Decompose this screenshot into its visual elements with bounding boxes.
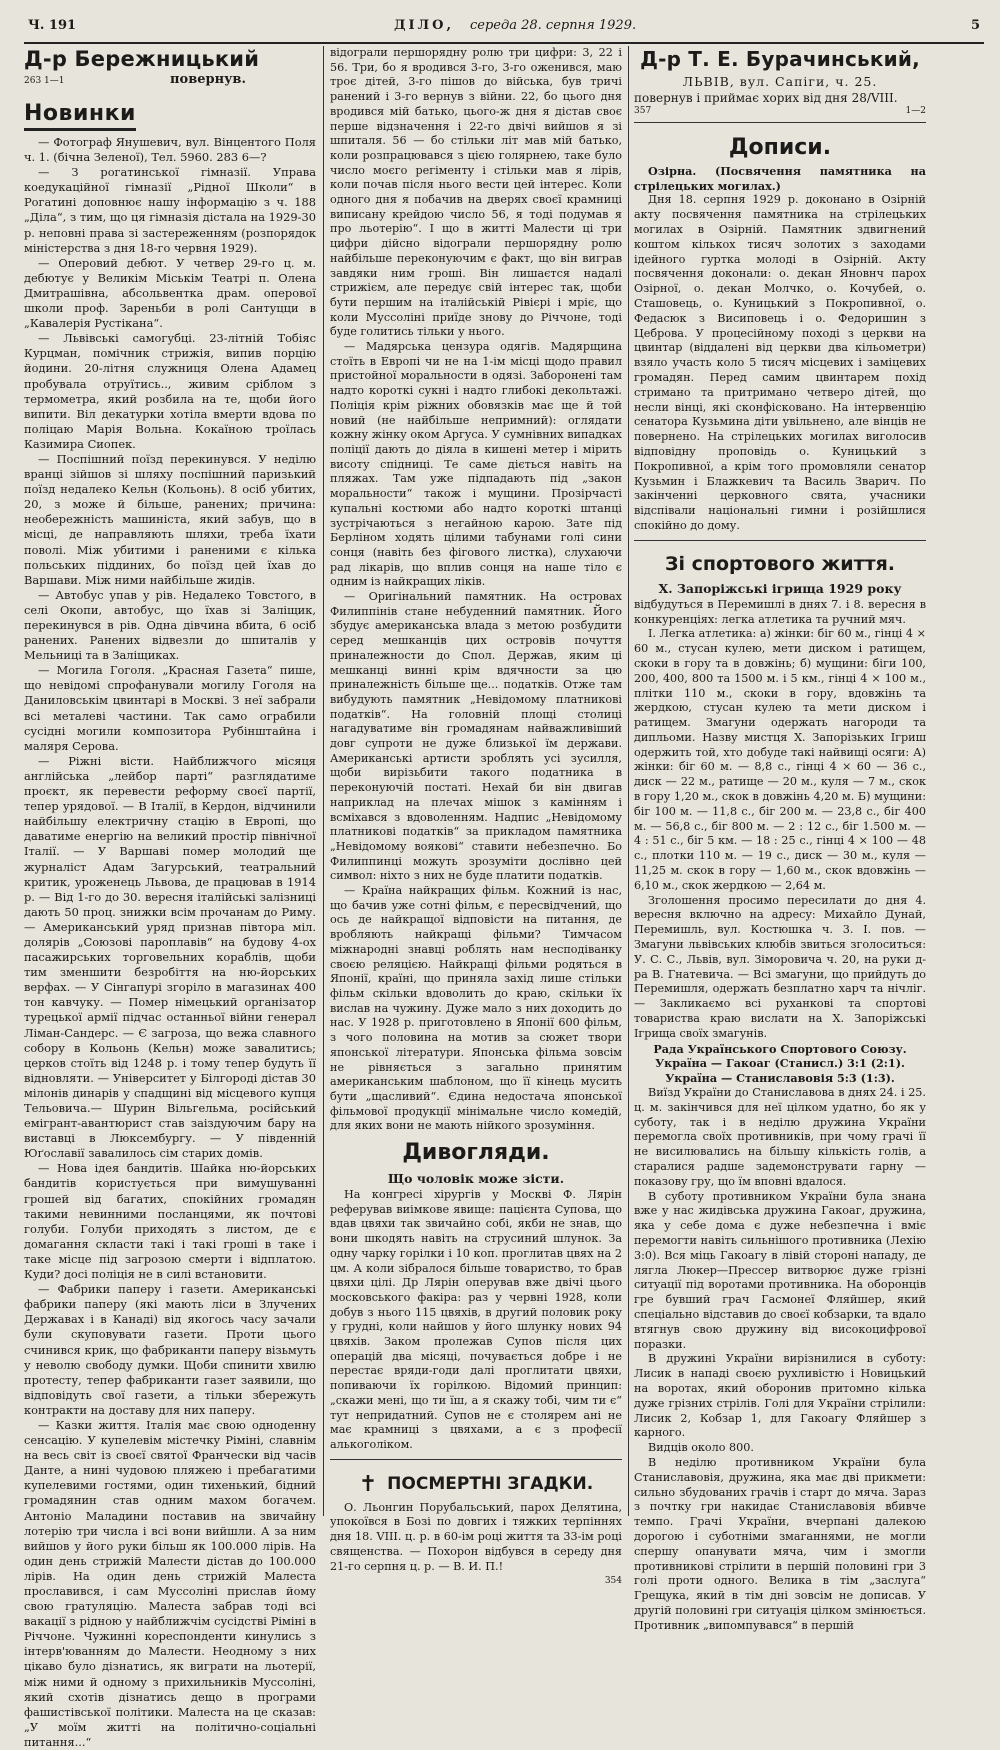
obituary-code: 354 <box>604 1576 622 1587</box>
issue-date: середа 28. серпня 1929. <box>470 18 637 33</box>
news-item: — Оперовий дебют. У четвер 29-го ц. м. дебютує у Великім Міськім Театрі п. Олена Дмитрашівна, абсольвентка драм. оперової школи проф. Зареньби в ролі Сантуцци в „Кавалерія Рустікана“. <box>24 255 316 331</box>
article-text: На конгресі хірургів у Москві Ф. Лярін реферував виімкове явище: пацієнта Супова, що вдав цвяхи так звичайно собі, якби не знав, що вони шкодять навіть на струсиний шлунок. За одну чарку горілки і 10 коп. проглитав цвях на 2 цм. А коли зібралося більше товариство, то брав цвяхи цілі. Др Лярін оперував вже двічі цього московського факіра: раз у червні 1928, коли добув з нього 115 цвяхів, в другий половик року у грудні, коли найшов у його шлунку нових 94 цвяхів. Заком пролежав Супов після цих операцій два місяці, почувається добре і не перестає вряди-годи далі проглитати цвяхи, попиваючи їх горілкою. Відомий принцип: „скажи мені, що ти їш, а я скажу тобі, чим ти є“ тут непридатний. Супов не є столярем ані не має крамниці з цвяхами, а є з професії алькоголіком. <box>330 1188 622 1451</box>
section-heading-dopysy: Дописи. <box>728 134 832 160</box>
news-item: — Мадярська цензура одягів. Мадярщина стоїть в Европі чи не на 1-ім місці щодо правил пристойної моральности в одязі. Забороненi там надто короткі сукні і надто глибокі декольтажі. Поліція крім ріжних обовязків має ще й той новий (не найбільше непримний): оглядати кожну жінку оком Аргуса. У сумнівних випадках поліції дають до діяла в кишені метер і мірить висоту спідниці. Те саме діється навіть на пляжах. Там уже підпадають під „закон моральности“ також і мущини. Прозірчасті купальні костюми або надто короткі штанці зустрічаються з негайною карою. Зате під Берліном ходять цілими табунами голі сини сонця (навіть без фігового листка), слухаючи рад лікарів, що вплив сонця на наше тіло є одним із найкращих ліків. <box>330 340 622 589</box>
news-item: — Львівські самогубці. 23-літній Тобіяс Курцман, помічник стрижія, випив порцію йодини. 20-літня служниця Олена Адамец пробувала отруїтись.., живим сріблом з термометра, який розбила на те, щоби його випити. Віл декатурки хотіла вмерти вдова по поліцаю Марія Вольна. Кокаїною троїлась Казимира Сиопек. <box>24 331 316 451</box>
ad-status: повернув. <box>170 72 246 87</box>
column-right <box>634 46 926 1632</box>
match-result: Україна — Станиславовія 5:3 (1:3). <box>665 1071 895 1086</box>
match-report: Видців около 800. <box>648 1441 754 1455</box>
section-subheading: Що чоловік може зісти. <box>387 1171 565 1187</box>
news-item: — З рогатинської гімназії. Управа коедукаційної гімназії „Рідної Школи“ в Рогатині доповнює нашу інформацію з ч. 188 „Діла“, з тим, що ця гімназія дістала на 1929-30 р. неповні права зі застереженням (розпорядок міністерства з дня 18-го червня 1929). <box>24 165 316 255</box>
ad-doctor-name: Д-р Бережницький <box>24 47 260 71</box>
news-item: — Поспішний поїзд перекинувся. У неділю вранці зійшов зі шляху поспішний паризький поїзд недалеко Кельн (Кольонь). 8 осіб убитих, 20, з може й більше, ранених; причина: необережність машиніста, який забув, що в місці, де направляють шляхи, треба їхати поволі. Між убитими і раненими є кілька польських піддиних, бо поїзд цей їхав до Варшави. Між ними найбільше жидів. <box>24 451 316 587</box>
ad-doctor-name: Д-р Т. Е. Бурачинський, <box>640 47 920 71</box>
news-item: — Оригінальний памятник. На островах Филиппінів стане небуденний памятник. Його збудує американська влада з метою розбудити серед мешканців цих островів почуття приналежности до Спол. Держав, яким ці мешканці винні крім вдячности за цю приналежність більше ще... податків. Отже там вибудують памятник „Невідомому платникові податків“. На головній площі столиці нагадуватиме він громадянам найважливіший довг супроти не дуже близької їм держави. Американські артисти зроблять усі зусилля, щоби вирізьбити такого податника в переконуючій постаті. Нехай би він двигав наприклад на плечах мішок з камінням і всміхався з вдоволенням. Надпис „Невідомому платникові податків“ за прикладом памятника „Невідомому воякові“ ставити небезпечно. Бо Филиппинці можуть зрозуміти дослівно цей символ: ніхто з них не буде платити податків. <box>330 590 622 883</box>
column-middle <box>330 46 622 1587</box>
section-heading-sport: Зі спортового життя. <box>664 552 896 575</box>
divider <box>330 1459 622 1460</box>
sport-signature: Рада Українського Спортового Союзу. <box>653 1041 907 1056</box>
news-item: відограли першорядну ролю три цифри: 3, 22 і 56. Три, бо я вродився 3-го, 3-го оженився, маю троє дітей, 3-го пішов до війська, був тричі ранений і 3-го вернув з війни. 22, бо цього дня вродився мій батько, цього-ж дня я дістав своє перше відзначення і 22-го двічі вийшов я зі шпиталя. 56 — бо стільки літ мав мій батько, коли розпрацювався з цією голярнею, таке було число моєго регіменту і стільки мав я лірів, коли почав після нього вести цей інтерес. Коли одного дня я побачив на дверях своєї крамниці виписану крейдою число 56, я тоді подумав я про льотерію“. І що в житті Малести ці три цифри дійсно відограли першорядну ролю найбільше переконуючим є факт, що він виграв завдяки ним гроші. Він лишаєтся надалі стрижієм, але передує свій інтерес так, щоби бути першим на італійській Рівієрі і мріє, що коли Муссоліні приїде знову до Річчоне, тоді буде голитись тільки у нього. <box>330 46 622 339</box>
sport-text: відбудуться в Перемишлі в днях 7. і 8. вересня в конкуренціях: легка атлетика та ручний мяч. <box>634 597 926 626</box>
sport-subheading: Х. Запоріжські ігрища 1929 року <box>658 580 902 596</box>
ad-code: 263 1—1 <box>24 76 65 86</box>
divider <box>634 540 926 541</box>
sport-text: Зголошення просимо пересилати до дня 4. вересня включно на адресу: Михайло Дунай, Перемишль, вул. Костюшка ч. 3. І. пов. — Змагуни львівських клюбів звиться зголоситься: У. С. С., Львів, вул. Зіморовича ч. 20, на руки д-ра В. Гнатевича. — Всі змагуни, що прийдуть до Перемишля, одержать безплатно харч та нічліг. — Закликаємо всі руханкові та спортові товариства краю вислати на Х. Запоріжські Ігрища своїх змагунів. <box>634 893 926 1040</box>
section-heading-novynky: Новинки <box>24 93 136 131</box>
news-item: — Фотограф Янушевич, вул. Вінцентого Поля ч. 1. (бічна Зеленої), Тел. 5960. 283 6—? <box>24 135 316 165</box>
news-item: — Країна найкращих фільм. Кожний із нас, що бачив уже сотні фільм, є пересвідчений, що ось де найкращої відповісти на питання, де вробляють найкращі фільми? Тимчасом міжнародні знавці роблять нам несподіванку своєю реляцією. Найкращі фільми родяться в Японії, країні, що приняла захід лише стільки фільм скільки вдоволить до краю, скільки їх вислав на чужину. Дуже мало з них доходить до нас. У 1928 р. приготовлено в Японії 600 фільм, з чого половина на мотив за сюжет твори японської літератури. Японська фільма зовсім не рівняється з загально принятим американським шаблоном, що її кінець мусить бути „щасливий“. Єдина недостача японської фільмової продукції мінімальне число комедій, для яких вони не мають нійкого зрозуміння. <box>330 884 622 1133</box>
section-heading-dyvohlyady: Дивогляди. <box>402 1140 550 1166</box>
cross-icon: ✝ <box>358 1471 378 1497</box>
masthead <box>24 8 984 44</box>
match-result: Україна — Гакоаг (Станисл.) 3:1 (2:1). <box>655 1056 905 1071</box>
obituary-text: О. Льонгин Порубальський, парох Делятина, упокоївся в Бозі по довгих і тяжких терпіннях дня 18. VIII. ц. р. в 60-ім році життя та 33-ім році священства. — Похорон відбувся в середу дня 21-го серпня ц. р. — В. И. П.! <box>330 1500 622 1573</box>
match-report: Виїзд України до Станиславова в днях 24. і 25. ц. м. закінчився для неї цілком удатно, бо як у суботу, так і в неділю дружина України перемогла своїх противників, при чому грачі її не висилювались на більшу кількість голів, а старалися радше задемонструвати гарну — показову гру, що їм вповні вдалося. <box>634 1086 926 1188</box>
news-item: — Нова ідея бандитів. Шайка ню-йорських бандитів користується при вимушуванні грошей від багатих, спокійних громадян такими невинними посланцями, як почтові голуби. Голуби приходять з листом, де є домагання скласти такі і такі гроші в таке і таке місце під загрозою смерти і відплатою. Куди? досі поліція не в силі встановити. <box>24 1161 316 1282</box>
news-item: — Могила Гоголя. „Красная Газета“ пише, що невідомі спрофанували могилу Гоголя на Даниловськім цвинтарі в Москві. З неї забрали всі металеві частини. Так само ограбили сусідні могили композитора Рубінштайна і маляря Серова. <box>24 663 316 753</box>
page-number: 5 <box>970 18 980 33</box>
correspondence-text: Дня 18. серпня 1929 р. доконано в Озірній акту посвячення памятника на стрілецьких могилах в Озірній. Памятник здвигнений коштом кількох тисяч золотих з заходами ідейного гуртка молоді в Озірній. Акту посвячення доконали: о. декан Яновнч парох Озірної, о. декан Молчко, о. Кочубей, о. Сташовець, о. Куницький з Покропивної, о. Федасюк з Висиповець і о. Федоришин з Цеброва. У процесійному поході з церкви на цвинтар (віддалені від церкви два кільометри) взяло участь коло 5 тисяч місцевих і заміцевих громадян. Перед самим цвинтарем похід стримано та притримано четверо дітей, що несли вінці, які сконфісковано. На інтервенцію сенатора Кузьмина діти увільнено, але вінців не повернено. На стрілецьких могилах виголосив відповідну проповідь о. Куницький з Покропивної, а крім того промовляли сенатор Кузьмин і Блажкевич та Василь Зварич. По закінченні церковного свята, учасники відспівали національні гимни і розійшлися спокійно до дому. <box>634 193 926 532</box>
section-heading-obituaries: ПОСМЕРТНІ ЗГАДКИ. <box>387 1473 594 1494</box>
news-item: — Фабрики паперу і газети. Американські фабрики паперу (які мають ліси в Злучених Державах і в Канаді) від якогось часу зачали були скуповувати газети. Проти цього счинився крик, що фабриканти паперу візьмуть у неволю свободу думки. Щоби спинити хвилю протесту, тепер фабриканти газет заявили, що відповідуть свої газети, а тільки збережуть контракти на доставу для них паперу. <box>24 1282 316 1417</box>
news-item: — Ріжні вісти. Найближчого місяця англійська „лейбор парті“ разглядатиме проєкт, як перевести реформу своєї партії, тепер урядової. — В Італії, в Кердон, відчинили найбільшу електричну стацію в Европі, що даватиме енергію на великий простір північної Італії. — У Варшаві помер молодий ще журналіст Адам Загурський, театральний критик, уроженець Львова, де працював в 1914 р. — Від 1-го до 30. вересня італійські залізниці дають 50 проц. знижки всім прочанам до Риму. — Американський уряд признав півтора міл. долярів „Союзові пароплавів“ на будову 4-ох пасажирських торговельних кораблів, щоби тим зменшити безробіття на ню-йорських верфах. — У Сінгапурі згоріло в магазинах 400 тон кавчуку. — Помер німецький організатор турецької армії підчас останньої війни генерал Ліман-Сандерс. — Є загроза, що вежа славного собору в Кольонь (Кельн) може завалитись; церков стоїть від 1248 р. і тому тепер будуть її відновляти. — Університет у Білгороді дістав 30 мілонів динарів у спадщині від місцевого купця Тельовича.— Шурин Вільгельма, російський емігрант-авантюрист став заіздуючим бару на виставці в Люксембургу. — У південній Юґославії завалилось сім старих домів. <box>24 753 316 1161</box>
match-report: В суботу противником України була знана вже у нас жидівська дружина Гакоаг, дружина, яка у себе дома є дуже небезпечна і вміє перемогти навіть сильнішого противника (Лехію 3:0). Вся міць Гакоагу в лівій стороні нападу, де лягла Люкер—Прессер витворює дуже грізні ситуації під воротами противника. На оборонців гре бувший грач Гасмонеї Фляйшер, який спеціально відставив до своєї кобзарки, та вдало втягнув свою дружину від високоцифрової поразки. <box>634 1189 926 1351</box>
newspaper-title: ДІЛО, <box>394 18 454 33</box>
correspondence-title: Озірна. (Посвячення памятника на стрілецьких могилах.) <box>634 163 926 193</box>
ad-code: 357 <box>634 105 652 116</box>
match-report: В неділю противником України була Станиславовія, дружина, яка має дві прикмети: сильно збудованих грачів і старт до мяча. Зараз з почтку гри накидає Станиславовія вбивче темпо. Грачі України, вчерпані далекою дорогою і суботніми змаганнями, не могли спершу опанувати мяча, чим і змогли противникові стрілити в першій половині гри 3 голі проти одного. Велика в тім „заслуга“ Грещука, який в тім дні зовсім не дописав. У другій половині гри ситуація цілком змінюється. Противник „випомпувався“ в першій <box>634 1455 926 1632</box>
column-divider <box>628 46 629 1516</box>
ad-address: ЛЬВІВ, вул. Сапіги, ч. 25. <box>682 74 878 89</box>
ad-code: 1—2 <box>905 105 926 116</box>
sport-text: І. Легка атлетика: а) жінки: біг 60 м., гінці 4 × 60 м., стусан кулею, мети диском і ратищем, скоки в гору та в довжінь; б) мущини: біги 100, 200, 400, 800 та 1500 м. і 5 км., гінці 4 × 100 м., плітки 110 м., скоки в гору, вдовжінь та жердкою, стусан кулею та мети диском і ратищем. Змагуни одержать нагороди та дипльоми. Назву мистця Х. Запорізьких Ігриш одержить той, хто добуде такі найвищі осяги: А) жінки: біг 60 м. — 8,8 с., гінці 4 × 60 — 36 с., диск — 22 м., ратище — 20 м., куля — 7 м., скок в гору 1,20 м., скок в довжінь 4,20 м. Б) мущини: біг 100 м. — 11,8 с., біг 200 м. — 23,8 с., біг 400 м. — 56,8 с., біг 800 м. — 2 : 12 с., біг 1.500 м. — 4 : 51 с., біг 5 км. — 18 : 25 с., гінці 4 × 100 — 48 с., плотки 110 м. — 19 с., диск — 30 м., куля — 11,25 м. скок в гору — 1,60 м., скок вдовжінь — 6,10 м., скок жердкою — 2,64 м. <box>634 627 926 892</box>
match-report: В дружині України вирізнилися в суботу: Лисик в нападі своєю рухливістю і Новицький на воротах, який оборонив притомно кілька дуже грізних стрілів. Голі для України стрілили: Лисик 2, Кобзар 1, для Гакоагу Фляйшер з карного. <box>634 1352 926 1440</box>
column-divider <box>323 46 324 1516</box>
news-item: — Казки життя. Італія має свою одноденну сенсацію. У купелевім містечку Ріміні, славнім на весь світ із своєї святої Франчески від часів Данте, а нині чудовою пляжею і пребагатими купелевими гостями, один тихенький, бідний громадянин став одним махом богачем. Антоніо Маладини поставив на звичайну лотерію три числа і всі вони вийшли. А за ним вийшов у його руки більш як 100.000 лірів. На один день стрижій Малести дістав до 100.000 лірів. На один день стрижій Малеста прославився, і сам Муссоліні прислав йому свою гратуляцію. Малеста забрав тоді всі вакації з рідною у найближчім сусідстві Ріміні в Річчоне. Чужинні кореспонденти кинулись з інтерв'юванням до Малести. Неодному з них цікаво було дізнатись, як виграти на льотерії, між ними й одному з прихильників Муссоліні, який схотів дізнатись дещо в програми фашистівської політики. Малеста на це сказав: „У моїм житті на політично-соціальні питання...“ <box>24 1417 316 1749</box>
divider <box>634 122 926 123</box>
issue-number: Ч. 191 <box>28 18 77 33</box>
news-item: — Автобус упав у рів. Недалеко Товстого, в селі Окопи, автобус, що їхав зі Заліщик, перекинувся в рів. Одна дівчина вбита, 6 осіб ранених. Ранених відвезли до шпиталів у Мельниці та в Заліщиках. <box>24 587 316 663</box>
column-left <box>24 46 316 1749</box>
ad-text: повернув і приймає хорих від дня 28/VIII. <box>634 91 898 105</box>
